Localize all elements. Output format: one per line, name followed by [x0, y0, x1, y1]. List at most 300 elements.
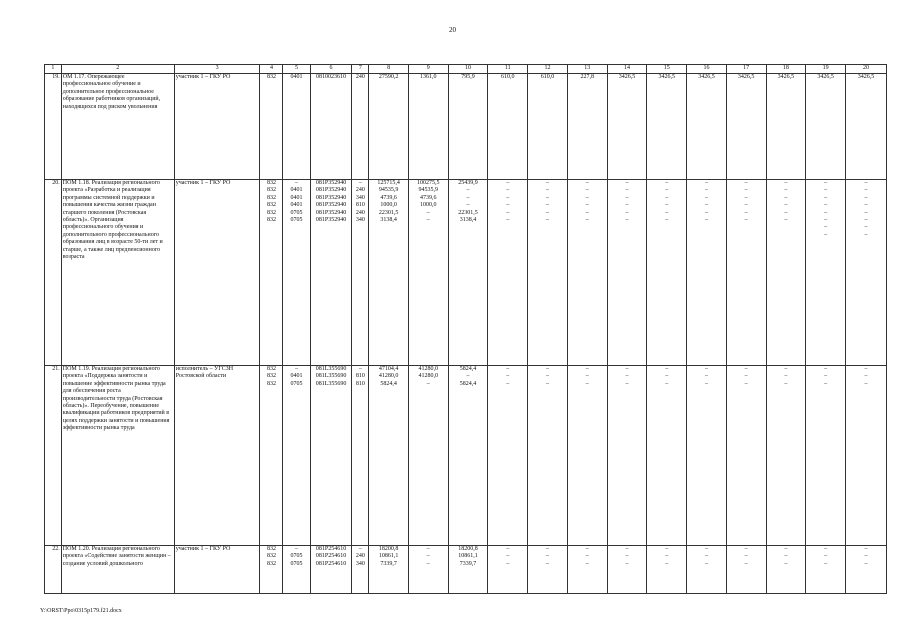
cell-line: –: [625, 202, 629, 209]
value-cell-col-15: [647, 74, 687, 180]
cell-line: –: [864, 194, 868, 201]
cell-line: –: [585, 209, 589, 216]
cell-line: 340: [355, 216, 365, 223]
column-header: 8: [369, 65, 409, 74]
value-cell-col-10: [448, 366, 488, 546]
cell-line: –: [824, 553, 828, 560]
cell-line: –: [625, 546, 629, 552]
value-cell-col-6: [310, 546, 352, 594]
value-cell-col-18: [766, 366, 806, 546]
cell-line: –: [546, 553, 549, 560]
value-cell-col-9: [408, 366, 448, 546]
cell-line: 0401: [290, 74, 303, 80]
cell-line: –: [704, 187, 708, 194]
value-cell-col-18: [766, 180, 806, 366]
value-cell-col-4: [260, 180, 283, 366]
cell-line: 832: [266, 553, 276, 560]
value-cell-col-4: [260, 74, 283, 180]
value-cell-col-11: [488, 74, 528, 180]
cell-line: 3426,5: [817, 74, 834, 80]
value-cell-col-11: [488, 546, 528, 594]
value-cell-col-17: [726, 546, 766, 594]
cell-line: –: [744, 202, 748, 209]
cell-line: –: [625, 553, 629, 560]
cell-line: –: [665, 380, 669, 387]
cell-line: 1361,0: [420, 74, 437, 80]
cell-line: –: [864, 231, 868, 238]
cell-line: –: [426, 560, 430, 567]
cell-line: –: [358, 180, 362, 186]
cell-line: –: [704, 180, 708, 186]
cell-line: –: [625, 187, 629, 194]
value-cell-col-15: [647, 180, 687, 366]
cell-line: –: [426, 209, 430, 216]
cell-line: –: [824, 180, 828, 186]
cell-line: –: [506, 546, 510, 552]
cell-line: 0705: [290, 209, 303, 216]
cell-line: 081P254610: [315, 560, 347, 567]
value-cell-col-12: [528, 366, 568, 546]
row-number-cell: 20.: [45, 180, 62, 366]
measure-name-cell: ПОМ 1.19. Реализация регионального проекта «Поддержка занятости и повышение эффективности рынка труда для обеспечения роста производительности труда (Ростовская область)». Переобучение, повышение квалификации работников предприятий в целях поддержки занятости и повышения эффективности рынка труда: [61, 366, 174, 546]
cell-line: –: [426, 216, 430, 223]
cell-line: 94535,9: [418, 187, 439, 194]
page-number: 20: [449, 26, 456, 34]
cell-line: 832: [266, 560, 276, 567]
cell-line: 3426,5: [698, 74, 715, 80]
cell-line: –: [784, 180, 788, 186]
value-cell-col-8: [369, 366, 409, 546]
cell-line: –: [665, 180, 669, 186]
value-cell-col-17: [726, 180, 766, 366]
cell-line: 5824,4: [380, 380, 397, 387]
executor-cell: участник 1 – ГКУ РО: [174, 546, 260, 594]
cell-line: 94535,9: [378, 187, 399, 194]
cell-line: –: [864, 209, 868, 216]
cell-line: –: [506, 366, 510, 372]
row-number-cell: 22.: [45, 546, 62, 594]
cell-line: –: [864, 202, 868, 209]
cell-line: –: [704, 366, 708, 372]
cell-line: 832: [266, 209, 276, 216]
cell-line: –: [744, 546, 748, 552]
cell-line: 25439,9: [458, 180, 478, 186]
cell-line: –: [824, 546, 828, 552]
cell-line: –: [824, 373, 828, 380]
cell-line: –: [864, 560, 868, 567]
cell-line: 832: [266, 194, 276, 201]
cell-line: –: [784, 216, 788, 223]
cell-line: –: [864, 216, 868, 223]
cell-line: –: [864, 366, 868, 372]
cell-line: 7339,7: [459, 560, 477, 567]
cell-line: 810: [355, 380, 365, 387]
cell-line: 081P254610: [315, 553, 347, 560]
cell-line: 081P352940: [315, 209, 347, 216]
table-row: [45, 366, 887, 546]
value-cell-col-10: [448, 546, 488, 594]
cell-line: 227,8: [580, 74, 594, 80]
cell-line: –: [864, 373, 868, 380]
cell-line: –: [784, 546, 788, 552]
cell-line: –: [546, 180, 549, 186]
cell-line: –: [426, 546, 430, 552]
cell-line: 0705: [290, 380, 303, 387]
cell-line: 0401: [290, 373, 303, 380]
cell-line: –: [744, 553, 748, 560]
cell-line: 240: [355, 74, 365, 80]
value-cell-col-14: [607, 366, 647, 546]
cell-line: –: [426, 553, 430, 560]
cell-line: –: [784, 373, 788, 380]
cell-line: –: [625, 209, 629, 216]
cell-line: 41280,0: [418, 373, 439, 380]
cell-line: –: [358, 546, 362, 552]
cell-line: 081P352940: [315, 180, 347, 186]
value-cell-col-7: [352, 366, 369, 546]
column-header: 9: [408, 65, 448, 74]
value-cell-col-6: [310, 74, 352, 180]
value-cell-col-9: [408, 546, 448, 594]
value-cell-col-15: [647, 546, 687, 594]
value-cell-col-5: [283, 74, 310, 180]
value-cell-col-8: [369, 74, 409, 180]
value-cell-col-16: [687, 180, 727, 366]
cell-line: –: [665, 202, 669, 209]
value-cell-col-19: [806, 74, 846, 180]
cell-line: –: [744, 216, 748, 223]
cell-line: 832: [266, 180, 276, 186]
cell-line: –: [704, 209, 708, 216]
cell-line: 100275,5: [417, 180, 440, 186]
cell-line: 5824,4: [459, 366, 477, 372]
file-path-footer: Y:\ORST\Ppo\0315p179.f21.docx: [40, 608, 122, 614]
column-number-row: [45, 65, 887, 74]
cell-line: –: [784, 202, 788, 209]
cell-line: 081L355690: [315, 380, 347, 387]
column-header: 13: [567, 65, 607, 74]
value-cell-col-17: [726, 74, 766, 180]
table-row: [45, 180, 887, 366]
cell-line: 0401: [290, 194, 303, 201]
cell-line: –: [466, 373, 470, 380]
cell-line: –: [665, 194, 669, 201]
cell-line: –: [546, 380, 549, 387]
cell-line: 081P254610: [315, 546, 347, 552]
cell-line: 0401: [290, 202, 303, 209]
cell-line: –: [824, 187, 828, 194]
cell-line: 832: [266, 380, 276, 387]
value-cell-col-5: [283, 180, 310, 366]
column-header: 3: [174, 65, 260, 74]
cell-line: –: [585, 187, 589, 194]
cell-line: –: [704, 560, 708, 567]
cell-line: 081P352940: [315, 187, 347, 194]
cell-line: –: [295, 366, 299, 372]
cell-line: 18200,8: [458, 546, 478, 552]
cell-line: –: [625, 560, 629, 567]
value-cell-col-11: [488, 366, 528, 546]
cell-line: –: [704, 373, 708, 380]
cell-line: –: [625, 366, 629, 372]
cell-line: 3426,5: [857, 74, 875, 80]
cell-line: –: [546, 194, 549, 201]
cell-line: –: [665, 546, 669, 552]
cell-line: –: [585, 194, 589, 201]
cell-line: –: [466, 187, 470, 194]
value-cell-col-5: [283, 546, 310, 594]
column-header: 6: [310, 65, 352, 74]
cell-line: –: [744, 380, 748, 387]
value-cell-col-11: [488, 180, 528, 366]
column-header: 18: [766, 65, 806, 74]
cell-line: –: [625, 380, 629, 387]
cell-line: –: [784, 187, 788, 194]
cell-line: 0705: [290, 553, 303, 560]
value-cell-col-7: [352, 180, 369, 366]
cell-line: –: [585, 560, 589, 567]
cell-line: 3426,5: [777, 74, 795, 80]
measure-name-cell: ПОМ 1.18. Реализация регионального проекта «Разработка и реализация программы системной поддержки и повышения качества жизни граждан старшего поколения (Ростовская область)». Организация профессионального обучения и дополнительного профессионального образования лиц в возрасте 50-ти лет и старше, а также лиц предпенсионного возраста: [61, 180, 174, 366]
cell-line: –: [295, 180, 299, 186]
column-header: 19: [806, 65, 846, 74]
cell-line: –: [506, 373, 510, 380]
cell-line: 0705: [290, 216, 303, 223]
cell-line: 10861,1: [458, 553, 478, 560]
column-header: 15: [647, 65, 687, 74]
cell-line: 340: [355, 560, 365, 567]
cell-line: 41280,0: [378, 373, 399, 380]
cell-line: –: [546, 209, 549, 216]
budget-table: [44, 64, 887, 594]
cell-line: –: [546, 216, 549, 223]
cell-line: 081P352940: [315, 202, 347, 209]
cell-line: –: [864, 380, 868, 387]
cell-line: 832: [266, 546, 276, 552]
column-header: 20: [846, 65, 887, 74]
cell-line: –: [585, 546, 589, 552]
cell-line: 47104,4: [378, 366, 399, 372]
cell-line: –: [506, 180, 510, 186]
value-cell-col-16: [687, 546, 727, 594]
column-header: 1: [45, 65, 62, 74]
cell-line: –: [585, 180, 589, 186]
value-cell-col-12: [528, 180, 568, 366]
row-number-cell: 19.: [45, 74, 62, 180]
cell-line: –: [585, 553, 589, 560]
cell-line: –: [358, 366, 362, 372]
cell-line: 832: [266, 202, 276, 209]
cell-line: –: [864, 553, 868, 560]
cell-line: –: [506, 380, 510, 387]
cell-line: –: [665, 366, 669, 372]
value-cell-col-9: [408, 74, 448, 180]
column-header: 16: [687, 65, 727, 74]
cell-line: –: [546, 560, 549, 567]
value-cell-col-12: [528, 546, 568, 594]
cell-line: 610,0: [501, 74, 515, 80]
cell-line: –: [546, 373, 549, 380]
cell-line: –: [704, 553, 708, 560]
cell-line: –: [824, 209, 828, 216]
cell-line: –: [864, 180, 868, 186]
cell-line: 0810023610: [316, 74, 347, 80]
cell-line: 22301,5: [378, 209, 399, 216]
column-header: 12: [528, 65, 568, 74]
value-cell-col-16: [687, 366, 727, 546]
cell-line: 832: [266, 74, 276, 80]
cell-line: –: [506, 553, 510, 560]
value-cell-col-12: [528, 74, 568, 180]
value-cell-col-14: [607, 546, 647, 594]
cell-line: –: [546, 187, 549, 194]
cell-line: –: [784, 380, 788, 387]
cell-line: 0705: [290, 560, 303, 567]
cell-line: –: [295, 546, 299, 552]
cell-line: –: [506, 187, 510, 194]
cell-line: 41280,0: [418, 366, 439, 372]
cell-line: –: [625, 180, 629, 186]
value-cell-col-20: [846, 180, 887, 366]
cell-line: –: [704, 216, 708, 223]
cell-line: –: [704, 194, 708, 201]
value-cell-col-16: [687, 74, 727, 180]
cell-line: 832: [266, 216, 276, 223]
cell-line: –: [585, 202, 589, 209]
value-cell-col-10: [448, 180, 488, 366]
measure-name-cell: ОМ 1.17. Опережающее профессиональное обучение и дополнительное профессиональное образование работников организаций, находящихся под риском увольнения: [61, 74, 174, 180]
cell-line: 18200,8: [378, 546, 399, 552]
cell-line: 240: [355, 553, 365, 560]
value-cell-col-19: [806, 366, 846, 546]
cell-line: –: [744, 366, 748, 372]
column-header: 2: [61, 65, 174, 74]
cell-line: –: [744, 373, 748, 380]
cell-line: 832: [266, 366, 276, 372]
value-cell-col-15: [647, 366, 687, 546]
cell-line: –: [704, 380, 708, 387]
cell-line: 3426,5: [618, 74, 636, 80]
cell-line: 7339,7: [380, 560, 397, 567]
row-number-cell: 21.: [45, 366, 62, 546]
table-row: [45, 546, 887, 594]
cell-line: –: [744, 187, 748, 194]
cell-line: –: [784, 560, 788, 567]
cell-line: –: [744, 194, 748, 201]
column-header: 11: [488, 65, 528, 74]
value-cell-col-13: [567, 180, 607, 366]
value-cell-col-14: [607, 180, 647, 366]
cell-line: –: [784, 366, 788, 372]
value-cell-col-8: [369, 180, 409, 366]
cell-line: –: [585, 380, 589, 387]
cell-line: 3138,4: [380, 216, 397, 223]
column-header: 7: [352, 65, 369, 74]
cell-line: 3426,5: [658, 74, 675, 80]
cell-line: –: [426, 380, 430, 387]
cell-line: –: [506, 202, 510, 209]
column-header: 17: [726, 65, 766, 74]
executor-cell: участник 1 – ГКУ РО: [174, 74, 260, 180]
cell-line: –: [864, 224, 868, 231]
cell-line: –: [824, 216, 828, 223]
column-header: 10: [448, 65, 488, 74]
cell-line: –: [824, 380, 828, 387]
cell-line: –: [585, 216, 589, 223]
value-cell-col-4: [260, 546, 283, 594]
executor-cell: исполнитель – УГСЗН Ростовской области: [174, 366, 260, 546]
cell-line: –: [784, 553, 788, 560]
cell-line: –: [704, 546, 708, 552]
value-cell-col-8: [369, 546, 409, 594]
value-cell-col-10: [448, 74, 488, 180]
cell-line: –: [506, 194, 510, 201]
cell-line: 832: [266, 373, 276, 380]
cell-line: 4739,6: [380, 194, 397, 201]
cell-line: –: [784, 209, 788, 216]
cell-line: 3426,5: [737, 74, 755, 80]
value-cell-col-13: [567, 546, 607, 594]
cell-line: –: [665, 553, 669, 560]
cell-line: 22301,5: [458, 209, 478, 216]
cell-line: 240: [355, 209, 365, 216]
cell-line: –: [824, 231, 828, 238]
value-cell-col-7: [352, 546, 369, 594]
cell-line: –: [704, 202, 708, 209]
executor-cell: участник 1 – ГКУ РО: [174, 180, 260, 366]
cell-line: –: [506, 216, 510, 223]
cell-line: 1000,0: [420, 202, 437, 209]
cell-line: –: [824, 194, 828, 201]
value-cell-col-19: [806, 546, 846, 594]
value-cell-col-18: [766, 546, 806, 594]
cell-line: 4739,6: [420, 194, 437, 201]
cell-line: –: [546, 366, 549, 372]
value-cell-col-4: [260, 366, 283, 546]
cell-line: –: [625, 216, 629, 223]
cell-line: –: [625, 373, 629, 380]
cell-line: 610,0: [540, 74, 555, 80]
value-cell-col-5: [283, 366, 310, 546]
value-cell-col-7: [352, 74, 369, 180]
value-cell-col-19: [806, 180, 846, 366]
cell-line: –: [864, 546, 868, 552]
cell-line: –: [665, 209, 669, 216]
cell-line: 081P352940: [315, 216, 347, 223]
cell-line: –: [665, 560, 669, 567]
cell-line: 125715,4: [377, 180, 400, 186]
cell-line: 081L355690: [315, 366, 347, 372]
value-cell-col-20: [846, 546, 887, 594]
cell-line: 240: [355, 187, 365, 194]
column-header: 14: [607, 65, 647, 74]
cell-line: –: [546, 202, 549, 209]
cell-line: 5824,4: [459, 380, 477, 387]
cell-line: 27590,2: [378, 74, 399, 80]
value-cell-col-9: [408, 180, 448, 366]
cell-line: –: [744, 560, 748, 567]
cell-line: –: [466, 194, 470, 201]
cell-line: 1000,0: [380, 202, 397, 209]
cell-line: –: [665, 373, 669, 380]
cell-line: –: [546, 546, 549, 552]
cell-line: 340: [355, 194, 365, 201]
cell-line: –: [585, 366, 589, 372]
cell-line: –: [824, 560, 828, 567]
cell-line: –: [665, 216, 669, 223]
value-cell-col-13: [567, 74, 607, 180]
cell-line: 0401: [290, 187, 303, 194]
